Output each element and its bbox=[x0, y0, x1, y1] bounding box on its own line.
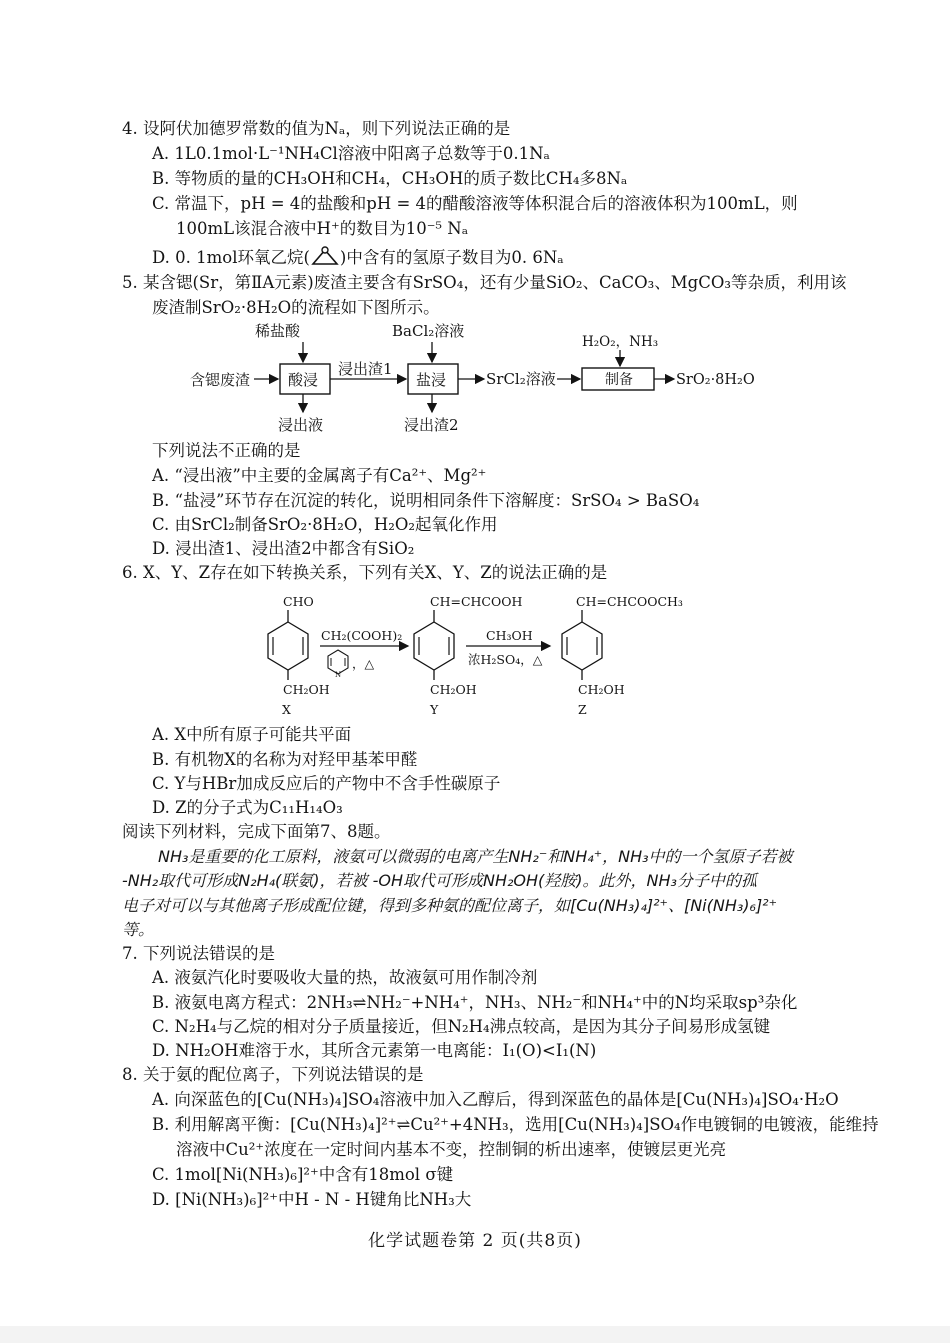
molecule-x-aldehyde-group: CHO bbox=[283, 594, 314, 609]
flow-leachate: 浸出液 bbox=[278, 416, 324, 434]
question-5-option-b: B. “盐浸”环节存在沉淀的转化，说明相同条件下溶解度：SrSO₄ > BaSO₄ bbox=[152, 491, 700, 510]
flow-reagent-bacl2: BaCl₂溶液 bbox=[392, 322, 465, 340]
question-7-option-a: A. 液氨汽化时要吸收大量的热，故液氨可用作制冷剂 bbox=[152, 968, 538, 987]
question-5-option-c: C. 由SrCl₂制备SrO₂·8H₂O，H₂O₂起氧化作用 bbox=[152, 515, 498, 534]
question-5-stem-cont: 废渣制SrO₂·8H₂O的流程如下图所示。 bbox=[152, 298, 440, 317]
question-7-option-c: C. N₂H₄与乙烷的相对分子质量接近，但N₂H₄沸点较高，是因为其分子间易形成氢键 bbox=[152, 1017, 771, 1036]
question-7-stem: 7. 下列说法错误的是 bbox=[122, 944, 275, 963]
molecule-z bbox=[562, 594, 683, 717]
option-d-text-end: )中含有的氢原子数目为0. 6Nₐ bbox=[339, 248, 564, 267]
question-8-option-d: D. [Ni(NH₃)₆]²⁺中H - N - H键角比NH₃大 bbox=[152, 1190, 472, 1209]
question-6-option-d: D. Z的分子式为C₁₁H₁₄O₃ bbox=[152, 798, 343, 817]
flow-srcl2-solution: SrCl₂溶液 bbox=[486, 370, 556, 388]
molecule-y-label: Y bbox=[430, 702, 439, 717]
question-5-option-a: A. “浸出液”中主要的金属离子有Ca²⁺、Mg²⁺ bbox=[152, 466, 487, 485]
molecule-x bbox=[268, 594, 330, 717]
reaction-scheme-diagram bbox=[258, 590, 718, 720]
molecule-y-hydroxymethyl-group: CH₂OH bbox=[430, 682, 477, 697]
question-6-option-b: B. 有机物X的名称为对羟甲基苯甲醛 bbox=[152, 750, 418, 769]
flow-box-acid-leach-label: 酸浸 bbox=[288, 371, 319, 389]
question-8-option-a: A. 向深蓝色的[Cu(NH₃)₄]SO₄溶液中加入乙醇后，得到深蓝色的晶体是[Cu(NH₃)₄]SO₄·H₂O bbox=[152, 1090, 839, 1109]
question-4-option-b: B. 等物质的量的CH₃OH和CH₄，CH₃OH的质子数比CH₄多8Nₐ bbox=[152, 169, 628, 188]
question-6-option-a: A. X中所有原子可能共平面 bbox=[152, 725, 352, 744]
question-4-option-d bbox=[152, 246, 564, 269]
flow-reagent-hcl: 稀盐酸 bbox=[255, 322, 301, 340]
question-5-lead: 下列说法不正确的是 bbox=[152, 441, 301, 460]
process-flow-diagram bbox=[180, 318, 780, 436]
bottom-edge-strip bbox=[0, 1326, 950, 1343]
question-7-option-d: D. NH₂OH难溶于水，其所含元素第一电离能：I₁(O)<I₁(N) bbox=[152, 1041, 597, 1060]
question-8-stem: 8. 关于氨的配位离子，下列说法错误的是 bbox=[122, 1065, 424, 1084]
question-4-option-c-cont: 100mL该混合液中H⁺的数目为10⁻⁵ Nₐ bbox=[176, 219, 469, 238]
question-4-option-c: C. 常温下，pH = 4的盐酸和pH = 4的醋酸溶液等体积混合后的溶液体积为100mL，则 bbox=[152, 194, 798, 213]
flow-leach-residue-2: 浸出渣2 bbox=[404, 416, 459, 434]
question-4-stem: 4. 设阿伏加德罗常数的值为Nₐ，则下列说法正确的是 bbox=[122, 119, 511, 138]
flow-leach-residue-1: 浸出渣1 bbox=[338, 360, 393, 378]
molecule-z-label: Z bbox=[578, 702, 587, 717]
question-6-stem: 6. X、Y、Z存在如下转换关系，下列有关X、Y、Z的说法正确的是 bbox=[122, 563, 608, 582]
flow-start-residue: 含锶废渣 bbox=[190, 371, 251, 389]
question-8-option-b: B. 利用解离平衡：[Cu(NH₃)₄]²⁺⇌Cu²⁺+4NH₃，选用[Cu(NH₃)₄]SO₄作电镀铜的电镀液，能维持 bbox=[152, 1115, 879, 1134]
page-footer: 化学试题卷第 2 页(共8页) bbox=[368, 1231, 582, 1251]
question-6-option-c: C. Y与HBr加成反应后的产物中不含手性碳原子 bbox=[152, 774, 501, 793]
option-d-text-start: D. 0. 1mol环氧乙烷( bbox=[152, 248, 310, 267]
molecule-z-hydroxymethyl-group: CH₂OH bbox=[578, 682, 625, 697]
pyridine-icon bbox=[328, 650, 348, 679]
arrow-2-condition: 浓H₂SO₄，△ bbox=[468, 652, 543, 667]
question-8-option-c: C. 1mol[Ni(NH₃)₆]²⁺中含有18mol σ键 bbox=[152, 1165, 454, 1184]
question-7-option-b: B. 液氨电离方程式：2NH₃⇌NH₂⁻+NH₄⁺，NH₃、NH₂⁻和NH₄⁺中的N均采取sp³杂化 bbox=[152, 993, 798, 1012]
flow-box-prepare-label: 制备 bbox=[605, 372, 633, 388]
passage-line-1: NH₃是重要的化工原料，液氨可以微弱的电离产生NH₂⁻和NH₄⁺，NH₃中的一个氢原子若被 bbox=[158, 847, 793, 866]
passage-line-2: -NH₂取代可形成N₂H₄(联氨)，若被 -OH取代可形成NH₂OH(羟胺)。此外，NH₃分子中的孤 bbox=[122, 871, 757, 890]
reading-instruction: 阅读下列材料，完成下面第7、8题。 bbox=[122, 822, 391, 841]
flow-final-product: SrO₂·8H₂O bbox=[676, 372, 755, 388]
question-5-stem: 5. 某含锶(Sr，第ⅡA元素)废渣主要含有SrSO₄，还有少量SiO₂、CaCO₃、MgCO₃等杂质，利用该 bbox=[122, 273, 847, 292]
flow-box-salt-leach-label: 盐浸 bbox=[416, 371, 447, 389]
question-5-option-d: D. 浸出渣1、浸出渣2中都含有SiO₂ bbox=[152, 539, 415, 558]
question-8-option-b-cont: 溶液中Cu²⁺浓度在一定时间内基本不变，控制铜的析出速率，使镀层更光亮 bbox=[176, 1140, 727, 1159]
molecule-z-ester-group: CH=CHCOOCH₃ bbox=[576, 594, 683, 609]
passage-line-4: 等。 bbox=[122, 920, 155, 939]
svg-text:N: N bbox=[335, 671, 342, 679]
arrow-1-condition: ，△ bbox=[352, 656, 375, 671]
question-4-option-a: A. 1L0.1mol·L⁻¹NH₄Cl溶液中阳离子总数等于0.1Nₐ bbox=[152, 144, 550, 163]
molecule-x-label: X bbox=[282, 702, 291, 717]
arrow-1-reagent: CH₂(COOH)₂ bbox=[321, 628, 403, 643]
molecule-y-acrylic-group: CH=CHCOOH bbox=[430, 594, 523, 609]
molecule-x-hydroxymethyl-group: CH₂OH bbox=[283, 682, 330, 697]
arrow-2-reagent: CH₃OH bbox=[486, 628, 533, 643]
passage-line-3: 电子对可以与其他离子形成配位键，得到多种氨的配位离子，如[Cu(NH₃)₄]²⁺、[Ni(NH₃)₆]²⁺ bbox=[122, 896, 778, 915]
flow-reagent-h2o2-nh3: H₂O₂，NH₃ bbox=[582, 334, 659, 350]
epoxide-ring-icon bbox=[310, 246, 340, 266]
